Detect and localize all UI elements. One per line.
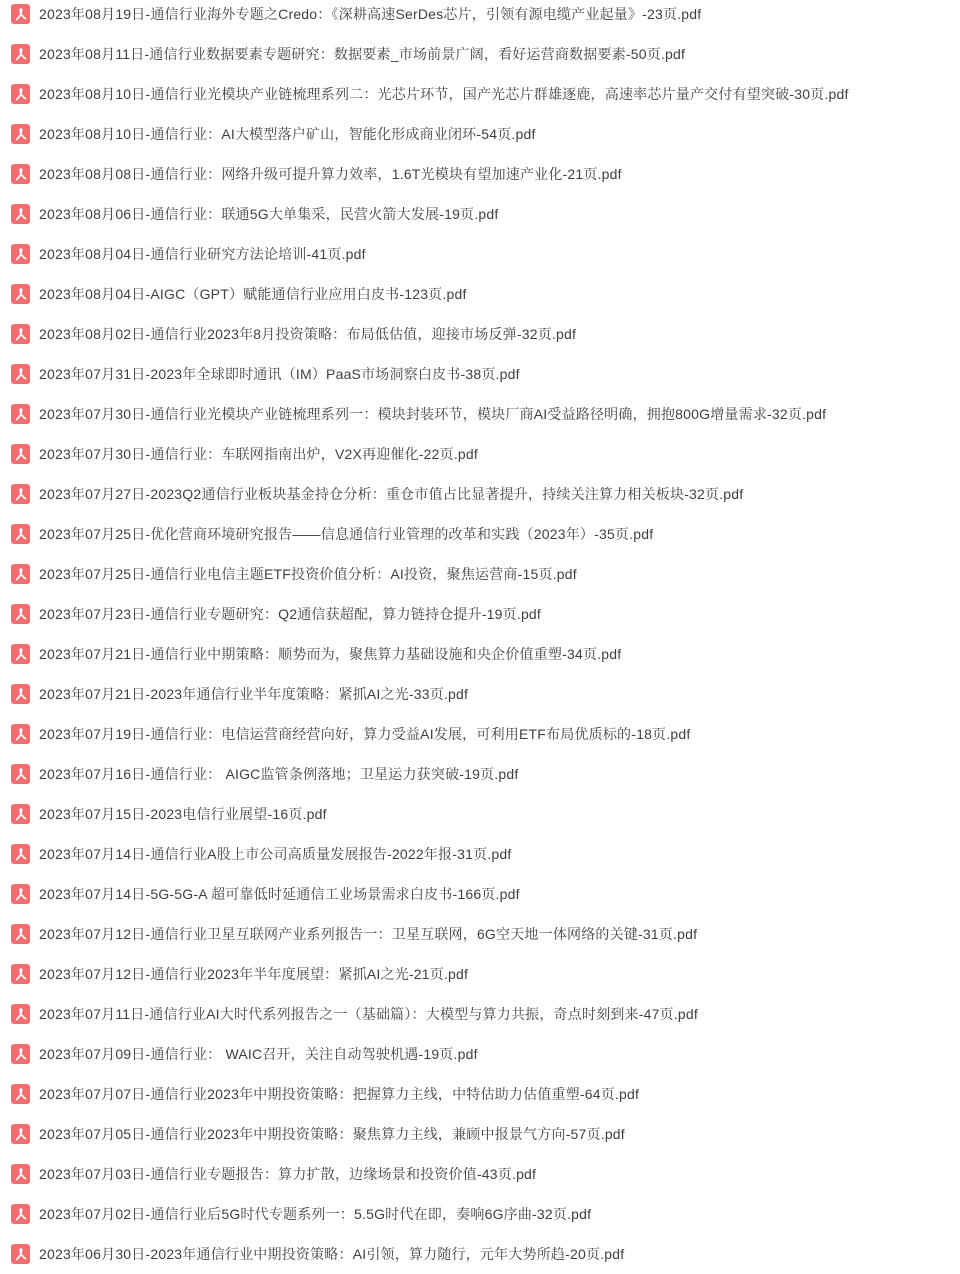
list-item[interactable] [0, 354, 960, 394]
file-link[interactable]: 2023年07月03日-通信行业专题报告：算力扩散，边缘场景和投资价值-43页.pdf [39, 1166, 537, 1182]
pdf-file-icon [11, 804, 30, 824]
pdf-file-icon [11, 604, 30, 624]
pdf-file-icon [11, 924, 30, 944]
pdf-file-icon [11, 1204, 30, 1224]
pdf-file-icon [11, 484, 30, 504]
list-item[interactable] [0, 634, 960, 674]
list-item[interactable] [0, 0, 960, 34]
file-link[interactable]: 2023年07月23日-通信行业专题研究：Q2通信获超配，算力链持仓提升-19页.pdf [39, 606, 542, 622]
file-link[interactable]: 2023年08月10日-通信行业：AI大模型落户矿山，智能化形成商业闭环-54页.pdf [39, 126, 536, 142]
pdf-file-icon [11, 524, 30, 544]
pdf-file-icon [11, 724, 30, 744]
pdf-file-icon [11, 84, 30, 104]
file-link[interactable]: 2023年07月19日-通信行业：电信运营商经营向好，算力受益AI发展，可利用ETF布局优质标的-18页.pdf [39, 726, 691, 742]
list-item[interactable] [0, 74, 960, 114]
list-item[interactable] [0, 1234, 960, 1274]
file-link[interactable]: 2023年07月15日-2023电信行业展望-16页.pdf [39, 806, 327, 822]
pdf-file-icon [11, 684, 30, 704]
list-item[interactable] [0, 274, 960, 314]
file-link[interactable]: 2023年07月05日-通信行业2023年中期投资策略：聚焦算力主线，兼顾中报景气方向-57页.pdf [39, 1126, 625, 1142]
list-item[interactable] [0, 834, 960, 874]
list-item[interactable] [0, 1114, 960, 1154]
pdf-file-icon [11, 1084, 30, 1104]
pdf-file-icon [11, 964, 30, 984]
file-link[interactable]: 2023年07月14日-通信行业A股上市公司高质量发展报告-2022年报-31页.pdf [39, 846, 512, 862]
list-item[interactable] [0, 914, 960, 954]
file-link[interactable]: 2023年07月25日-通信行业电信主题ETF投资价值分析：AI投资，聚焦运营商-15页.pdf [39, 566, 577, 582]
pdf-file-icon [11, 404, 30, 424]
pdf-file-icon [11, 204, 30, 224]
list-item[interactable] [0, 394, 960, 434]
file-link[interactable]: 2023年07月27日-2023Q2通信行业板块基金持仓分析：重仓市值占比显著提升，持续关注算力相关板块-32页.pdf [39, 486, 744, 502]
pdf-file-icon [11, 284, 30, 304]
file-link[interactable]: 2023年07月07日-通信行业2023年中期投资策略：把握算力主线，中特估助力估值重塑-64页.pdf [39, 1086, 640, 1102]
list-item[interactable] [0, 154, 960, 194]
file-link[interactable]: 2023年07月21日-通信行业中期策略：顺势而为，聚焦算力基础设施和央企价值重塑-34页.pdf [39, 646, 622, 662]
list-item[interactable] [0, 674, 960, 714]
file-link[interactable]: 2023年07月16日-通信行业： AIGC监管条例落地；卫星运力获突破-19页.pdf [39, 766, 519, 782]
list-item[interactable] [0, 794, 960, 834]
file-link[interactable]: 2023年07月12日-通信行业2023年半年度展望：紧抓AI之光-21页.pdf [39, 966, 469, 982]
file-link[interactable]: 2023年06月30日-2023年通信行业中期投资策略：AI引领，算力随行，元年大势所趋-20页.pdf [39, 1246, 625, 1262]
file-link[interactable]: 2023年08月04日-通信行业研究方法论培训-41页.pdf [39, 246, 366, 262]
list-item[interactable] [0, 994, 960, 1034]
list-item[interactable] [0, 234, 960, 274]
list-item[interactable] [0, 474, 960, 514]
file-link[interactable]: 2023年08月04日-AIGC（GPT）赋能通信行业应用白皮书-123页.pdf [39, 286, 467, 302]
list-item[interactable] [0, 114, 960, 154]
pdf-file-icon [11, 244, 30, 264]
list-item[interactable] [0, 954, 960, 994]
list-item[interactable] [0, 1034, 960, 1074]
pdf-file-icon [11, 764, 30, 784]
pdf-file-icon [11, 1124, 30, 1144]
pdf-file-icon [11, 364, 30, 384]
list-item[interactable] [0, 434, 960, 474]
list-item[interactable] [0, 34, 960, 74]
pdf-file-icon [11, 644, 30, 664]
pdf-file-icon [11, 1044, 30, 1064]
list-item[interactable] [0, 1154, 960, 1194]
list-item[interactable] [0, 594, 960, 634]
list-item[interactable] [0, 1074, 960, 1114]
file-link[interactable]: 2023年07月25日-优化营商环境研究报告——信息通信行业管理的改革和实践（2023年）-35页.pdf [39, 526, 654, 542]
pdf-file-icon [11, 884, 30, 904]
file-link[interactable]: 2023年07月30日-通信行业光模块产业链梳理系列一：模块封装环节，模块厂商AI受益路径明确，拥抱800G增量需求-32页.pdf [39, 406, 827, 422]
pdf-file-icon [11, 844, 30, 864]
pdf-file-icon [11, 324, 30, 344]
pdf-file-icon [11, 1164, 30, 1184]
list-item[interactable] [0, 554, 960, 594]
pdf-file-icon [11, 124, 30, 144]
file-link[interactable]: 2023年08月10日-通信行业光模块产业链梳理系列二：光芯片环节，国产光芯片群雄逐鹿，高速率芯片量产交付有望突破-30页.pdf [39, 86, 849, 102]
file-link[interactable]: 2023年07月02日-通信行业后5G时代专题系列一：5.5G时代在即，奏响6G序曲-32页.pdf [39, 1206, 592, 1222]
file-link[interactable]: 2023年07月11日-通信行业AI大时代系列报告之一（基础篇）：大模型与算力共振，奇点时刻到来-47页.pdf [39, 1006, 698, 1022]
pdf-file-icon [11, 444, 30, 464]
pdf-file-icon [11, 44, 30, 64]
list-item[interactable] [0, 1194, 960, 1234]
file-link[interactable]: 2023年07月09日-通信行业： WAIC召开，关注自动驾驶机遇-19页.pdf [39, 1046, 478, 1062]
file-link[interactable]: 2023年07月14日-5G-5G-A 超可靠低时延通信工业场景需求白皮书-166页.pdf [39, 886, 520, 902]
file-link[interactable]: 2023年08月02日-通信行业2023年8月投资策略：布局低估值，迎接市场反弹-32页.pdf [39, 326, 577, 342]
pdf-file-icon [11, 1004, 30, 1024]
file-link[interactable]: 2023年08月19日-通信行业海外专题之Credo：《深耕高速SerDes芯片，引领有源电缆产业起量》-23页.pdf [39, 6, 702, 22]
list-item[interactable] [0, 714, 960, 754]
file-link[interactable]: 2023年07月21日-2023年通信行业半年度策略：紧抓AI之光-33页.pdf [39, 686, 469, 702]
list-item[interactable] [0, 874, 960, 914]
list-item[interactable] [0, 514, 960, 554]
list-item[interactable] [0, 754, 960, 794]
list-item[interactable] [0, 194, 960, 234]
file-link[interactable]: 2023年08月11日-通信行业数据要素专题研究：数据要素_市场前景广阔，看好运营商数据要素-50页.pdf [39, 46, 686, 62]
pdf-file-icon [11, 564, 30, 584]
list-item[interactable] [0, 314, 960, 354]
file-link[interactable]: 2023年08月06日-通信行业：联通5G大单集采，民营火箭大发展-19页.pdf [39, 206, 499, 222]
file-link[interactable]: 2023年07月30日-通信行业：车联网指南出炉，V2X再迎催化-22页.pdf [39, 446, 478, 462]
pdf-file-icon [11, 1244, 30, 1264]
pdf-file-icon [11, 164, 30, 184]
file-link[interactable]: 2023年08月08日-通信行业：网络升级可提升算力效率，1.6T光模块有望加速产业化-21页.pdf [39, 166, 622, 182]
file-link[interactable]: 2023年07月31日-2023年全球即时通讯（IM）PaaS市场洞察白皮书-38页.pdf [39, 366, 520, 382]
file-link[interactable]: 2023年07月12日-通信行业卫星互联网产业系列报告一：卫星互联网，6G空天地一体网络的关键-31页.pdf [39, 926, 698, 942]
pdf-file-icon [11, 4, 30, 24]
